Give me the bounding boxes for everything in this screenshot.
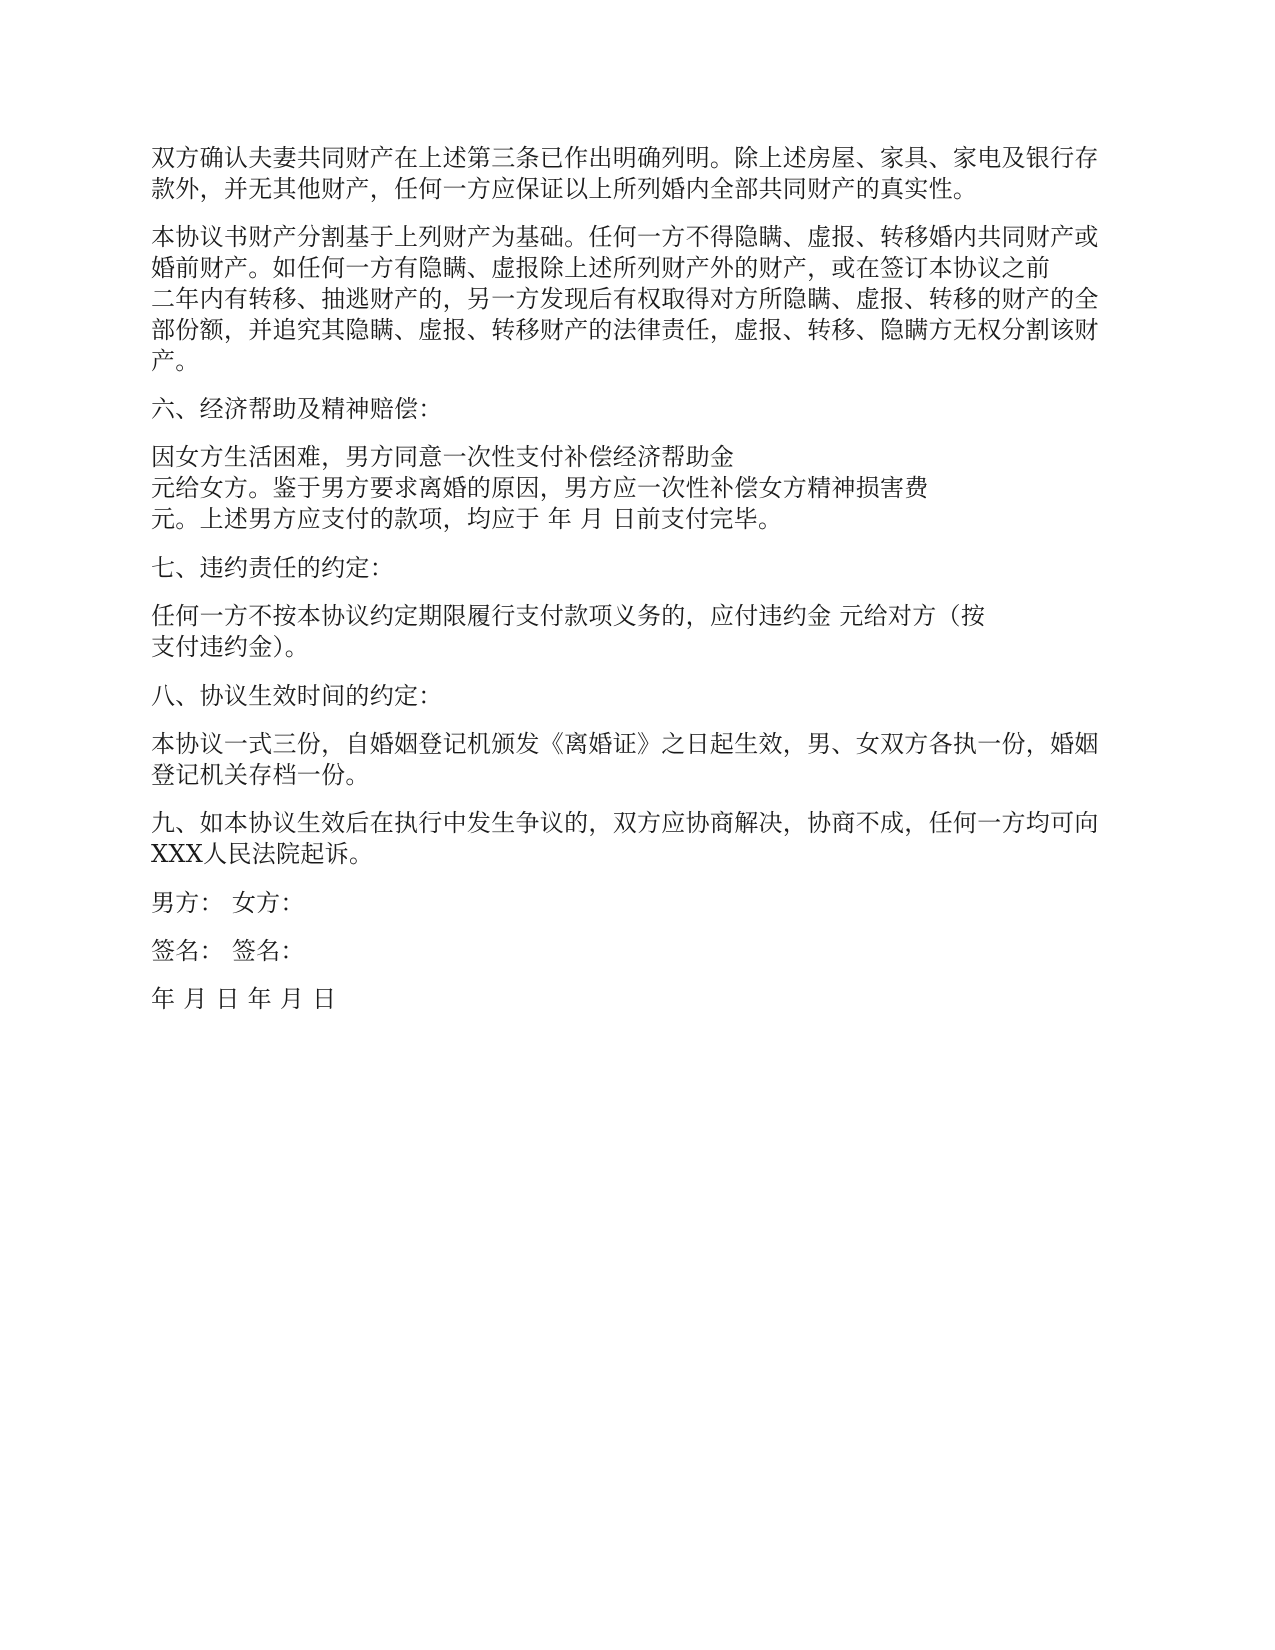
heading-section-8 xyxy=(151,681,1126,712)
paragraph-dispute xyxy=(151,808,1126,870)
text-line: 二年内有转移、抽逃财产的，另一方发现后有权取得对方所隐瞒、虚报、转移的财产的全 xyxy=(151,285,1099,313)
parties-line xyxy=(151,888,1126,919)
paragraph-property-confirmation xyxy=(151,143,1126,205)
dates-line xyxy=(151,984,1126,1015)
text-line: 元。上述男方应支付的款项，均应于 年 月 日前支付完毕。 xyxy=(151,505,783,533)
text-line: 因女方生活困难，男方同意一次性支付补偿经济帮助金 xyxy=(151,443,735,471)
parties-label: 男方： 女方： xyxy=(151,889,305,917)
date-label: 年 月 日 年 月 日 xyxy=(151,985,337,1013)
text-line: 元给女方。鉴于男方要求离婚的原因，男方应一次性补偿女方精神损害费 xyxy=(151,474,929,502)
heading-section-7 xyxy=(151,553,1126,584)
paragraph-effective-date xyxy=(151,729,1126,791)
text-line: 婚前财产。如任何一方有隐瞒、虚报除上述所列财产外的财产，或在签订本协议之前 xyxy=(151,254,1051,282)
signature-label: 签名： 签名： xyxy=(151,937,305,965)
text-line: 产。 xyxy=(151,347,200,375)
section-heading: 六、经济帮助及精神赔偿： xyxy=(151,395,443,423)
paragraph-property-division xyxy=(151,222,1126,377)
text-line: 双方确认夫妻共同财产在上述第三条已作出明确列明。除上述房屋、家具、家电及银行存 xyxy=(151,144,1099,172)
text-line: 支付违约金）。 xyxy=(151,633,310,661)
paragraph-compensation xyxy=(151,442,1126,535)
signatures-line xyxy=(151,936,1126,967)
text-line: 任何一方不按本协议约定期限履行支付款项义务的，应付违约金 元给对方（按 xyxy=(151,602,986,630)
section-heading: 七、违约责任的约定： xyxy=(151,554,394,582)
text-line: 部份额，并追究其隐瞒、虚报、转移财产的法律责任，虚报、转移、隐瞒方无权分割该财 xyxy=(151,316,1099,344)
text-line: 九、如本协议生效后在执行中发生争议的，双方应协商解决，协商不成，任何一方均可向 xyxy=(151,809,1099,837)
text-line: 本协议书财产分割基于上列财产为基础。任何一方不得隐瞒、虚报、转移婚内共同财产或 xyxy=(151,223,1099,251)
section-heading: 八、协议生效时间的约定： xyxy=(151,682,443,710)
text-line: XXX人民法院起诉。 xyxy=(151,840,374,868)
text-line: 款外，并无其他财产，任何一方应保证以上所列婚内全部共同财产的真实性。 xyxy=(151,175,978,203)
heading-section-6 xyxy=(151,394,1126,425)
text-line: 登记机关存档一份。 xyxy=(151,761,370,789)
text-line: 本协议一式三份，自婚姻登记机颁发《离婚证》之日起生效，男、女双方各执一份，婚姻 xyxy=(151,730,1099,758)
paragraph-breach xyxy=(151,601,1126,663)
